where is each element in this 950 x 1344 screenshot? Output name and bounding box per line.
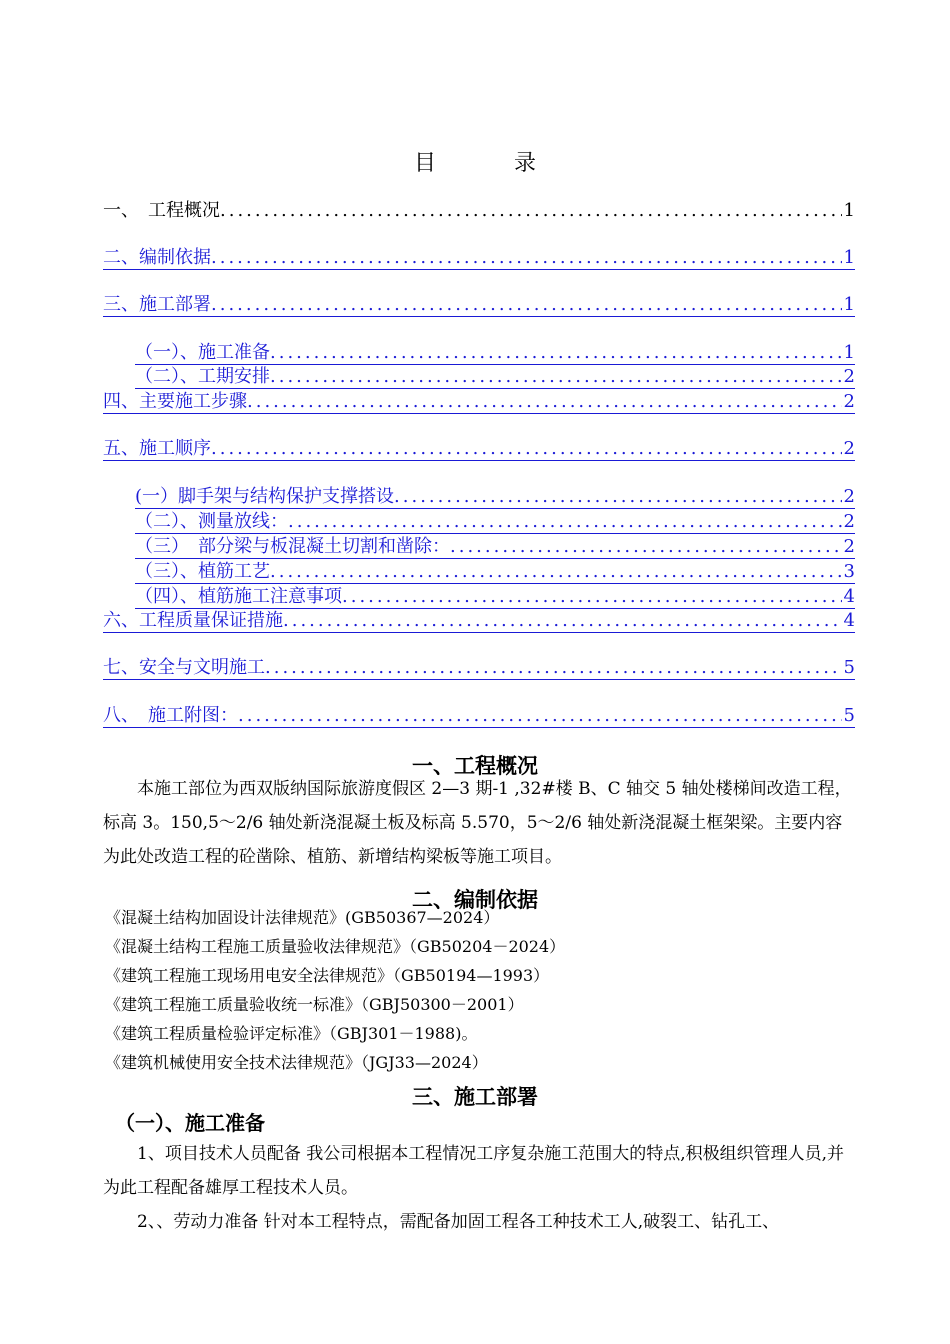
toc-entry-5-3[interactable]: （三） 部分梁与板混凝土切割和凿除： ..... 2 xyxy=(135,536,855,559)
toc-entry-4[interactable]: 四、主要施工步骤 ..... 2 xyxy=(103,391,855,414)
reference-item: 《建筑工程施工现场用电安全法律规范》（GB50194—1993） xyxy=(105,966,550,985)
toc-entry-3-1[interactable]: （一）、施工准备 ..... 1 xyxy=(135,342,855,365)
reference-item: 《建筑机械使用安全技术法律规范》（JGJ33—2024） xyxy=(105,1053,488,1072)
reference-item: 《建筑工程质量检验评定标准》（GBJ301－1988)。 xyxy=(105,1024,478,1043)
toc-entry-5-5[interactable]: （四）、植筋施工注意事项 ..... 4 xyxy=(135,586,855,609)
toc-entry-5[interactable]: 五、施工顺序 ..... 2 xyxy=(103,438,855,461)
toc-entry-2[interactable]: 二、编制依据 ..... 1 xyxy=(103,247,855,270)
toc-entry-1[interactable]: 一、 工程概况 ..... 1 xyxy=(103,200,855,222)
subsection-heading-preparation: （一）、施工准备 xyxy=(115,1111,265,1135)
toc-entry-8[interactable]: 八、 施工附图： ..... 5 xyxy=(103,705,855,728)
section-heading-basis: 二、编制依据 xyxy=(412,888,538,912)
reference-item: 《混凝土结构工程施工质量验收法律规范》（GB50204－2024） xyxy=(105,937,566,956)
toc-title: 目 录 xyxy=(413,151,564,176)
preparation-paragraph-2: 2、、劳动力准备 针对本工程特点，需配备加固工程各工种技术工人,破裂工、钻孔工、 xyxy=(137,1212,780,1232)
section-heading-overview: 一、工程概况 xyxy=(412,754,538,778)
toc-entry-3[interactable]: 三、施工部署 ..... 1 xyxy=(103,294,855,317)
toc-entry-5-4[interactable]: （三）、植筋工艺 ..... 3 xyxy=(135,561,855,584)
toc-entry-5-2[interactable]: （二）、测量放线： ..... 2 xyxy=(135,511,855,534)
reference-item: 《建筑工程施工质量验收统一标准》（GBJ50300－2001） xyxy=(105,995,524,1014)
toc-entry-6[interactable]: 六、工程质量保证措施 ..... 4 xyxy=(103,610,855,633)
toc-entry-3-2[interactable]: （二）、工期安排 ..... 2 xyxy=(135,366,855,389)
reference-item: 《混凝土结构加固设计法律规范》(GB50367—2024） xyxy=(105,908,500,927)
toc-entry-5-1[interactable]: (一）脚手架与结构保护支撑搭设 ..... 2 xyxy=(135,486,855,509)
preparation-paragraph-1: 1、项目技术人员配备 我公司根据本工程情况工序复杂施工范围大的特点,积极组织管理人员,并为此工程配备雄厚工程技术人员。 xyxy=(103,1144,845,1198)
section-heading-deployment: 三、施工部署 xyxy=(412,1085,538,1109)
toc-entry-7[interactable]: 七、安全与文明施工 ..... 5 xyxy=(103,657,855,680)
overview-paragraph: 本施工部位为西双版纳国际旅游度假区 2—3 期-1 ,32#楼 B、C 轴交 5 轴处楼梯间改造工程，标高 3。150,5～2/6 轴处新浇混凝土板及标高 5.570，5～2/6 轴处新浇混凝土框架梁。主要内容为此处改造工程的砼凿除、植筋、新增结构梁板等施工项目。 xyxy=(103,779,852,867)
